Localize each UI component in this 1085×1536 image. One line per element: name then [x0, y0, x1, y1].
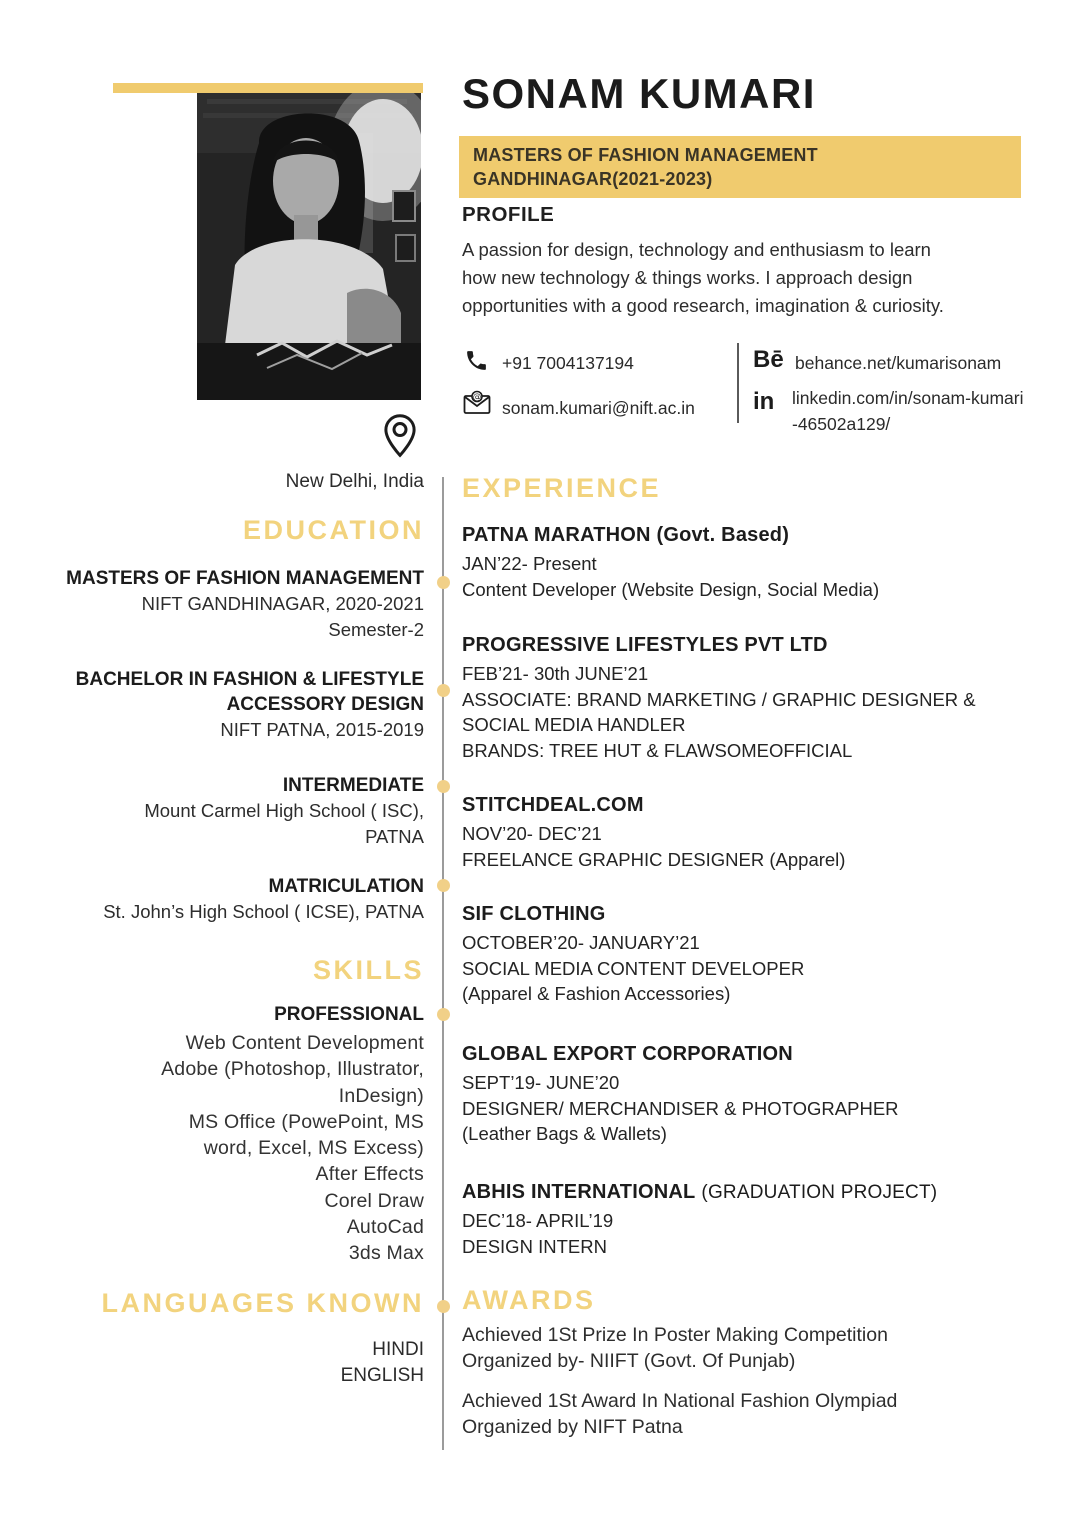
education-detail: NIFT PATNA, 2015-2019: [220, 719, 424, 740]
skill-item: AutoCad: [346, 1216, 424, 1239]
education-detail: St. John’s High School ( ICSE), PATNA: [103, 901, 424, 922]
degree-line1: MASTERS OF FASHION MANAGEMENT: [473, 145, 818, 165]
experience-job: [462, 1043, 1037, 1147]
job-dates: FEB’21- 30th JUNE’21: [462, 663, 649, 684]
education-detail: NIFT GANDHINAGAR, 2020-2021: [141, 593, 424, 614]
email-address[interactable]: sonam.kumari@nift.ac.in: [502, 398, 695, 418]
location-pin-icon: [40, 413, 424, 459]
job-role: Content Developer (Website Design, Social Media): [462, 578, 880, 600]
skill-item: Adobe (Photoshop, Illustrator,: [161, 1058, 424, 1081]
linkedin-icon: in: [753, 388, 775, 415]
job-company: GLOBAL EXPORT CORPORATION: [462, 1043, 793, 1065]
job-company-name: ABHIS INTERNATIONAL: [462, 1181, 696, 1203]
education-title: INTERMEDIATE: [282, 775, 424, 796]
linkedin-line1: linkedin.com/in/sonam-kumari: [792, 388, 1024, 408]
email-icon: [463, 390, 491, 421]
award-line: Organized by NIFT Patna: [462, 1416, 683, 1438]
skills-list: [40, 1030, 424, 1267]
education-title: MASTERS OF FASHION MANAGEMENT: [66, 568, 424, 589]
languages-list: [40, 1337, 424, 1389]
timeline-dot: [437, 1008, 450, 1021]
award-line: Achieved 1St Award In National Fashion Olympiad: [462, 1390, 898, 1412]
experience-job: [462, 524, 1037, 602]
timeline-dot: [437, 879, 450, 892]
behance-icon: Bē: [753, 346, 784, 373]
job-role: BRANDS: TREE HUT & FLAWSOMEOFFICIAL: [462, 739, 853, 761]
behance-link[interactable]: behance.net/kumarisonam: [795, 353, 1002, 373]
award-line: Achieved 1St Prize In Poster Making Competition: [462, 1324, 888, 1346]
contact-section: [462, 338, 1037, 448]
job-company: SIF CLOTHING: [462, 903, 606, 925]
education-entry: [40, 874, 424, 925]
job-company: PATNA MARATHON (Govt. Based): [462, 524, 790, 546]
experience-job: [462, 794, 1037, 872]
education-entry: [40, 566, 424, 642]
location-label: New Delhi, India: [285, 471, 424, 492]
languages-heading: LANGUAGES KNOWN: [101, 1288, 424, 1318]
education-detail: PATNA: [365, 825, 424, 847]
skill-item: InDesign): [338, 1084, 424, 1107]
award-line: Organized by- NIIFT (Govt. Of Punjab): [462, 1350, 796, 1372]
profile-photo: [197, 93, 421, 400]
job-company: PROGRESSIVE LIFESTYLES PVT LTD: [462, 634, 828, 656]
profile-text: [462, 236, 1037, 320]
experience-job: [462, 903, 1037, 1007]
profile-heading: PROFILE: [462, 203, 555, 226]
job-company: STITCHDEAL.COM: [462, 794, 644, 816]
linkedin-line2: -46502a129/: [792, 414, 891, 434]
skill-item: 3ds Max: [348, 1242, 424, 1265]
timeline-dot: [437, 576, 450, 589]
experience-heading: EXPERIENCE: [462, 473, 662, 503]
job-role: FREELANCE GRAPHIC DESIGNER (Apparel): [462, 848, 846, 870]
phone-number[interactable]: +91 7004137194: [502, 353, 634, 373]
education-detail: Semester-2: [328, 618, 424, 640]
job-dates: SEPT’19- JUNE’20: [462, 1072, 620, 1093]
accent-top-bar: [113, 83, 423, 93]
job-role: DESIGNER/ MERCHANDISER & PHOTOGRAPHER: [462, 1097, 899, 1119]
job-dates: DEC’18- APRIL’19: [462, 1210, 614, 1231]
education-heading: EDUCATION: [243, 515, 424, 545]
education-title: BACHELOR IN FASHION & LIFESTYLE ACCESSORY DESIGN: [75, 669, 424, 715]
education-detail: Mount Carmel High School ( ISC),: [144, 800, 424, 821]
experience-job: [462, 634, 1037, 763]
svg-text:@: @: [472, 392, 482, 403]
contact-divider: [737, 343, 739, 423]
job-role: (Leather Bags & Wallets): [462, 1123, 667, 1144]
timeline-dot: [437, 684, 450, 697]
job-role: SOCIAL MEDIA HANDLER: [462, 714, 686, 735]
profile-line: opportunities with a good research, imagination & curiosity.: [462, 295, 944, 316]
linkedin-link[interactable]: [792, 385, 1023, 437]
skill-item: Corel Draw: [324, 1189, 424, 1212]
skill-item: word, Excel, MS Excess): [203, 1137, 424, 1160]
phone-icon: [464, 348, 489, 378]
education-entry: [40, 667, 424, 743]
job-dates: NOV’20- DEC’21: [462, 823, 602, 844]
profile-line: how new technology & things works. I approach design: [462, 267, 913, 288]
job-role: DESIGN INTERN: [462, 1235, 607, 1257]
experience-job: [462, 1181, 1037, 1259]
language-item: HINDI: [372, 1339, 424, 1360]
language-item: ENGLISH: [340, 1365, 424, 1386]
timeline-dot: [437, 780, 450, 793]
degree-highlight-box: [459, 136, 1021, 198]
award-item: [462, 1388, 1037, 1440]
skills-subheading: PROFESSIONAL: [274, 1004, 424, 1025]
job-company-note: (GRADUATION PROJECT): [701, 1182, 938, 1203]
page-title-name: SONAM KUMARI: [462, 70, 816, 117]
profile-photo-image: [197, 93, 421, 400]
award-item: [462, 1322, 1037, 1374]
awards-heading: AWARDS: [462, 1285, 596, 1315]
education-title: MATRICULATION: [268, 876, 424, 897]
skills-heading: SKILLS: [312, 955, 424, 985]
degree-line2: GANDHINAGAR(2021-2023): [473, 169, 713, 189]
skill-item: MS Office (PowePoint, MS: [188, 1110, 424, 1133]
skill-item: Web Content Development: [185, 1032, 424, 1054]
timeline-dot: [437, 1300, 450, 1313]
job-role: ASSOCIATE: BRAND MARKETING / GRAPHIC DESIGNER &: [462, 688, 976, 710]
job-dates: JAN’22- Present: [462, 553, 597, 574]
education-entry: [40, 773, 424, 849]
job-role: (Apparel & Fashion Accessories): [462, 983, 731, 1004]
job-role: SOCIAL MEDIA CONTENT DEVELOPER: [462, 957, 805, 979]
skill-item: After Effects: [315, 1163, 424, 1186]
job-dates: OCTOBER’20- JANUARY’21: [462, 932, 700, 953]
profile-line: A passion for design, technology and enthusiasm to learn: [462, 239, 931, 260]
job-company: [462, 1181, 1037, 1204]
